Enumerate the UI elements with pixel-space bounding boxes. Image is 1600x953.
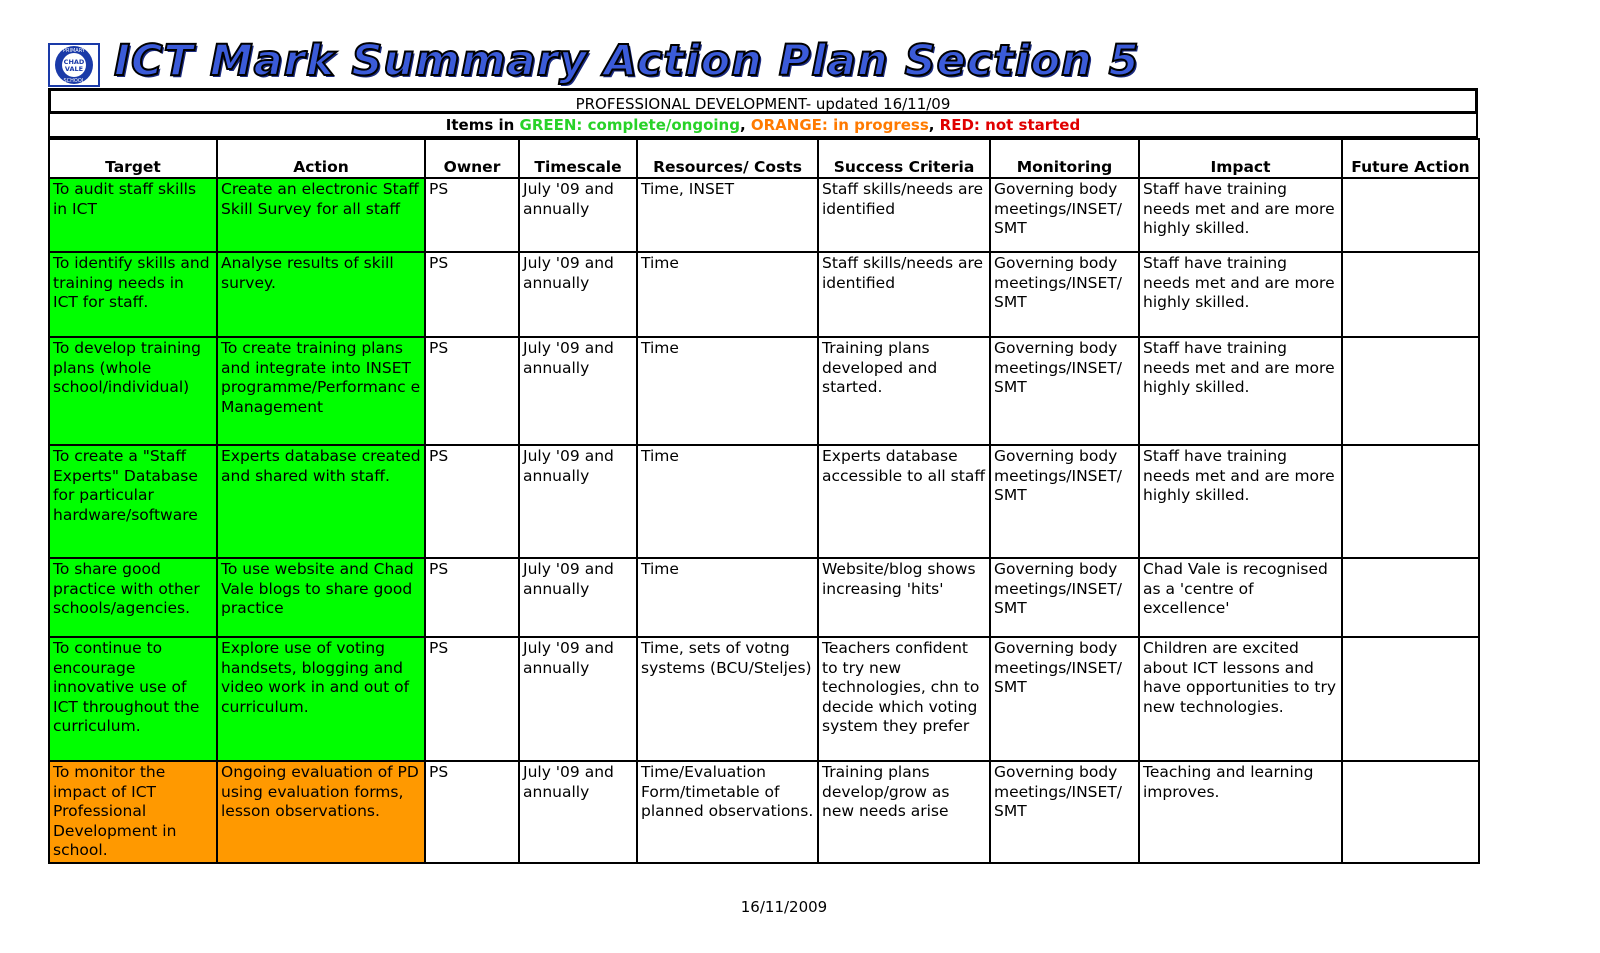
logo-line1: CHAD xyxy=(63,58,85,66)
timescale-cell: July '09 and annually xyxy=(519,252,637,337)
impact-cell: Chad Vale is recognised as a 'centre of excellence' xyxy=(1139,558,1342,637)
monitoring-cell: Governing body meetings/INSET/ SMT xyxy=(990,761,1139,863)
table-row xyxy=(49,761,1479,863)
success-cell: Training plans develop/grow as new needs arise xyxy=(818,761,990,863)
owner-cell: PS xyxy=(425,637,519,761)
monitoring-cell: Governing body meetings/INSET/ SMT xyxy=(990,558,1139,637)
impact-cell: Staff have training needs met and are more highly skilled. xyxy=(1139,252,1342,337)
target-cell: To share good practice with other schools/agencies. xyxy=(49,558,217,637)
action-cell: To create training plans and integrate into INSET programme/Performanc e Management xyxy=(217,337,425,445)
impact-cell: Children are excited about ICT lessons and have opportunities to try new technologies. xyxy=(1139,637,1342,761)
target-cell: To continue to encourage innovative use of ICT throughout the curriculum. xyxy=(49,637,217,761)
resources-cell: Time, INSET xyxy=(637,178,818,252)
target-cell: To identify skills and training needs in ICT for staff. xyxy=(49,252,217,337)
action-cell: Analyse results of skill survey. xyxy=(217,252,425,337)
owner-cell: PS xyxy=(425,558,519,637)
action-plan-sheet xyxy=(48,88,1478,864)
table-row xyxy=(49,558,1479,637)
legend-sep: , xyxy=(928,116,940,134)
logo-bottom-text: SCHOOL xyxy=(63,78,85,84)
table-header-row xyxy=(49,139,1479,178)
footer-date: 16/11/2009 xyxy=(740,898,828,916)
action-cell: Experts database created and shared with staff. xyxy=(217,445,425,558)
timescale-cell: July '09 and annually xyxy=(519,761,637,863)
owner-cell: PS xyxy=(425,252,519,337)
target-cell: To monitor the impact of ICT Professional Development in school. xyxy=(49,761,217,863)
resources-cell: Time, sets of votng systems (BCU/Steljes) xyxy=(637,637,818,761)
column-header-timescale: Timescale xyxy=(519,139,637,178)
target-cell: To create a "Staff Experts" Database for particular hardware/software xyxy=(49,445,217,558)
future-cell xyxy=(1342,178,1479,252)
future-cell xyxy=(1342,445,1479,558)
monitoring-cell: Governing body meetings/INSET/ SMT xyxy=(990,337,1139,445)
monitoring-cell: Governing body meetings/INSET/ SMT xyxy=(990,252,1139,337)
action-cell: To use website and Chad Vale blogs to share good practice xyxy=(217,558,425,637)
action-plan-table xyxy=(48,138,1480,864)
legend-sep: , xyxy=(739,116,751,134)
legend-orange: ORANGE: in progress xyxy=(750,116,929,134)
legend-green: GREEN: complete/ongoing xyxy=(519,116,740,134)
logo-line2: VALE xyxy=(64,65,84,73)
column-header-action: Action xyxy=(217,139,425,178)
timescale-cell: July '09 and annually xyxy=(519,637,637,761)
column-header-owner: Owner xyxy=(425,139,519,178)
monitoring-cell: Governing body meetings/INSET/ SMT xyxy=(990,445,1139,558)
owner-cell: PS xyxy=(425,761,519,863)
column-header-resources: Resources/ Costs xyxy=(637,139,818,178)
table-row xyxy=(49,252,1479,337)
column-header-monitoring: Monitoring xyxy=(990,139,1139,178)
future-cell xyxy=(1342,761,1479,863)
impact-cell: Staff have training needs met and are more highly skilled. xyxy=(1139,445,1342,558)
owner-cell: PS xyxy=(425,178,519,252)
resources-cell: Time/Evaluation Form/timetable of planned observations. xyxy=(637,761,818,863)
timescale-cell: July '09 and annually xyxy=(519,178,637,252)
future-cell xyxy=(1342,558,1479,637)
table-row xyxy=(49,337,1479,445)
success-cell: Staff skills/needs are identified xyxy=(818,252,990,337)
impact-cell: Teaching and learning improves. xyxy=(1139,761,1342,863)
table-row xyxy=(49,178,1479,252)
legend-red: RED: not started xyxy=(939,116,1081,134)
resources-cell: Time xyxy=(637,445,818,558)
resources-cell: Time xyxy=(637,558,818,637)
page-title: ICT Mark Summary Action Plan Section 5 xyxy=(114,36,1140,86)
action-cell: Create an electronic Staff Skill Survey for all staff xyxy=(217,178,425,252)
success-cell: Teachers confident to try new technologies, chn to decide which voting system they prefer xyxy=(818,637,990,761)
timescale-cell: July '09 and annually xyxy=(519,337,637,445)
column-header-future: Future Action xyxy=(1342,139,1479,178)
monitoring-cell: Governing body meetings/INSET/ SMT xyxy=(990,178,1139,252)
future-cell xyxy=(1342,337,1479,445)
column-header-success: Success Criteria xyxy=(818,139,990,178)
action-cell: Ongoing evaluation of PD using evaluation forms, lesson observations. xyxy=(217,761,425,863)
table-row xyxy=(49,637,1479,761)
owner-cell: PS xyxy=(425,445,519,558)
table-row xyxy=(49,445,1479,558)
legend-prefix: Items in xyxy=(445,116,520,134)
status-legend xyxy=(48,114,1478,138)
resources-cell: Time xyxy=(637,252,818,337)
column-header-target: Target xyxy=(49,139,217,178)
timescale-cell: July '09 and annually xyxy=(519,558,637,637)
column-header-impact: Impact xyxy=(1139,139,1342,178)
success-cell: Website/blog shows increasing 'hits' xyxy=(818,558,990,637)
future-cell xyxy=(1342,252,1479,337)
page-header xyxy=(48,38,1548,90)
future-cell xyxy=(1342,637,1479,761)
success-cell: Staff skills/needs are identified xyxy=(818,178,990,252)
resources-cell: Time xyxy=(637,337,818,445)
school-logo xyxy=(48,43,100,87)
target-cell: To audit staff skills in ICT xyxy=(49,178,217,252)
section-banner: PROFESSIONAL DEVELOPMENT- updated 16/11/09 xyxy=(48,88,1478,114)
impact-cell: Staff have training needs met and are more highly skilled. xyxy=(1139,178,1342,252)
target-cell: To develop training plans (whole school/individual) xyxy=(49,337,217,445)
monitoring-cell: Governing body meetings/INSET/ SMT xyxy=(990,637,1139,761)
success-cell: Training plans developed and started. xyxy=(818,337,990,445)
timescale-cell: July '09 and annually xyxy=(519,445,637,558)
action-cell: Explore use of voting handsets, blogging and video work in and out of curriculum. xyxy=(217,637,425,761)
logo-top-text: PRIMARY xyxy=(63,48,85,54)
success-cell: Experts database accessible to all staff xyxy=(818,445,990,558)
impact-cell: Staff have training needs met and are more highly skilled. xyxy=(1139,337,1342,445)
owner-cell: PS xyxy=(425,337,519,445)
